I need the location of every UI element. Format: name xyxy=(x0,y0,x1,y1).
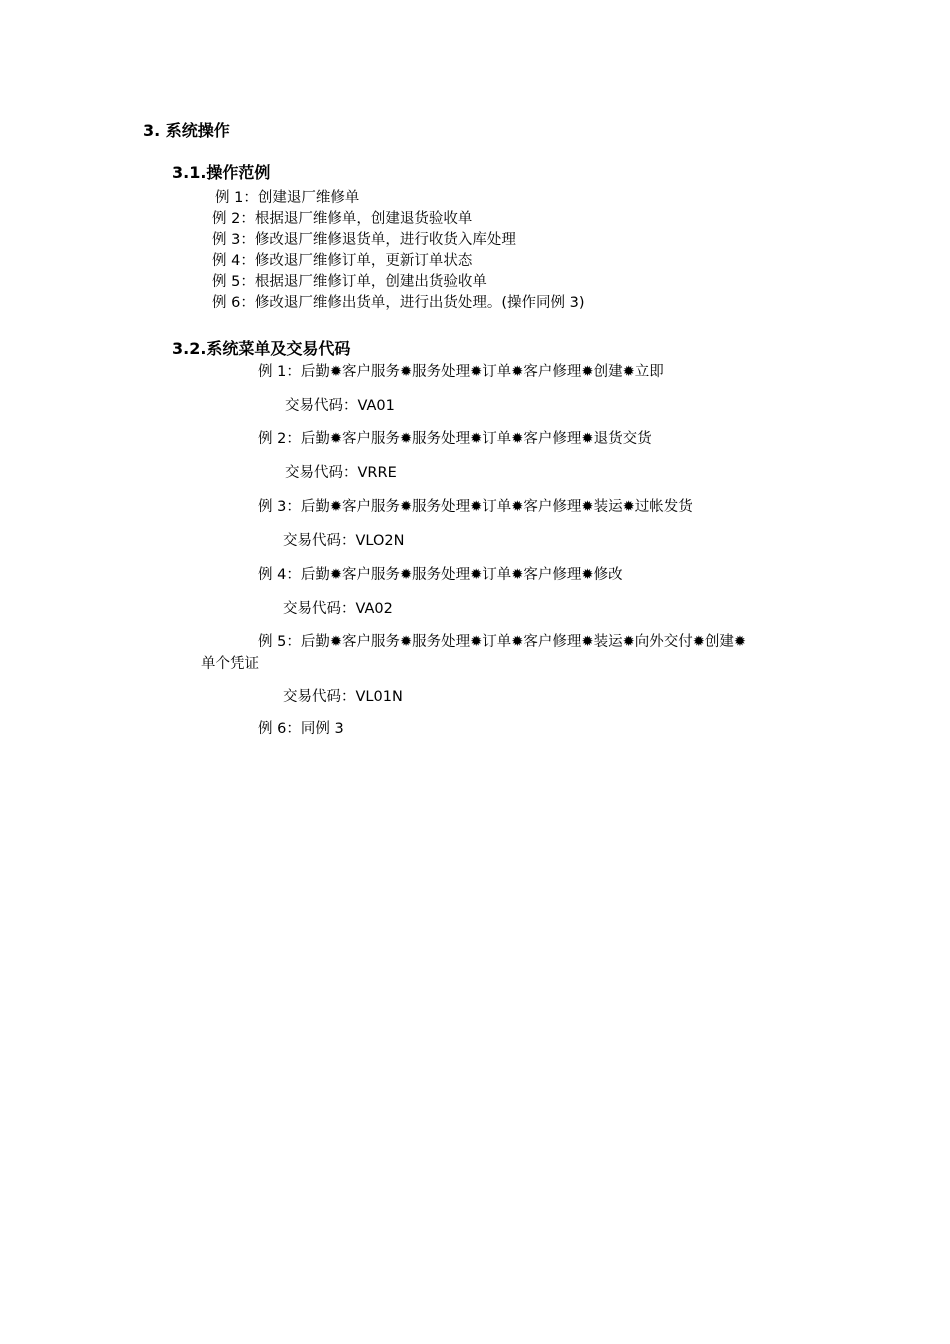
menu-path-4: 例 4：后勤✹客户服务✹服务处理✹订单✹客户修理✹修改 xyxy=(258,567,623,583)
menu-path-6: 例 6：同例 3 xyxy=(258,721,344,737)
transaction-code-3: 交易代码：VLO2N xyxy=(283,533,405,549)
transaction-code-5: 交易代码：VL01N xyxy=(283,689,403,705)
section-heading: 3. 系统操作 xyxy=(143,121,230,140)
menu-path-1: 例 1：后勤✹客户服务✹服务处理✹订单✹客户修理✹创建✹立即 xyxy=(258,364,664,380)
example-item-5: 例 5：根据退厂维修订单，创建出货验收单 xyxy=(212,274,487,290)
example-item-2: 例 2：根据退厂维修单，创建退货验收单 xyxy=(212,211,473,227)
example-item-4: 例 4：修改退厂维修订单，更新订单状态 xyxy=(212,253,473,269)
menus-heading: 3.2.系统菜单及交易代码 xyxy=(172,339,351,358)
menu-path-3: 例 3：后勤✹客户服务✹服务处理✹订单✹客户修理✹装运✹过帐发货 xyxy=(258,499,693,515)
menu-path-5: 例 5：后勤✹客户服务✹服务处理✹订单✹客户修理✹装运✹向外交付✹创建✹ xyxy=(258,634,747,650)
transaction-code-1: 交易代码：VA01 xyxy=(285,398,395,414)
examples-heading: 3.1.操作范例 xyxy=(172,163,271,182)
example-item-3: 例 3：修改退厂维修退货单，进行收货入库处理 xyxy=(212,232,516,248)
transaction-code-4: 交易代码：VA02 xyxy=(283,601,393,617)
transaction-code-2: 交易代码：VRRE xyxy=(285,465,397,481)
menu-path-2: 例 2：后勤✹客户服务✹服务处理✹订单✹客户修理✹退货交货 xyxy=(258,431,652,447)
example-item-1: 例 1：创建退厂维修单 xyxy=(215,190,360,206)
example-item-6: 例 6：修改退厂维修出货单，进行出货处理。(操作同例 3) xyxy=(212,295,585,311)
menu-path-5-continued: 单个凭证 xyxy=(201,656,259,672)
